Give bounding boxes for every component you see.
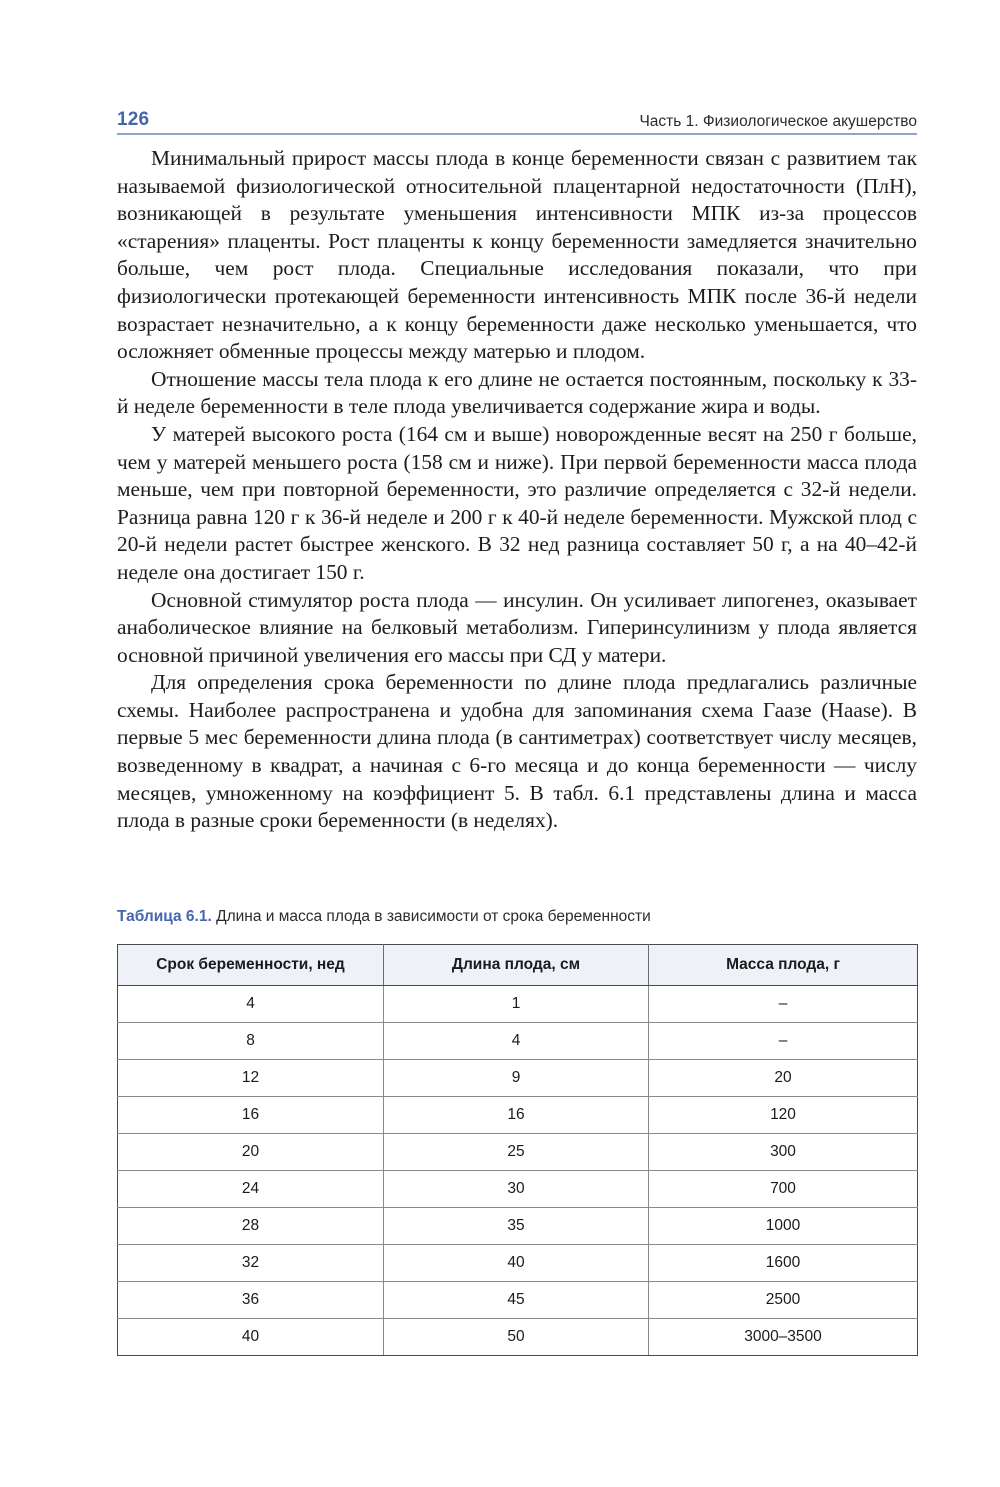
table-cell: 2500 [649, 1282, 918, 1319]
table-cell: 32 [118, 1245, 384, 1282]
running-header [117, 95, 917, 129]
table-row [118, 986, 918, 1023]
body-paragraph: Основной стимулятор роста плода — инсулин. Он усиливает липогенез, оказывает анаболическое влияние на белковый метаболизм. Гиперинсулинизм у плода является основной причиной увеличения его массы при СД у матери. [117, 587, 917, 667]
table-row [118, 1060, 918, 1097]
table-cell: 20 [649, 1060, 918, 1097]
table-cell: 8 [118, 1023, 384, 1060]
table-cell: – [649, 1023, 918, 1060]
table-cell: 30 [384, 1171, 649, 1208]
table-cell: 300 [649, 1134, 918, 1171]
table-column-header: Масса плода, г [649, 945, 918, 986]
header-divider-rule [117, 133, 917, 135]
table-cell: 50 [384, 1319, 649, 1356]
table-cell: 16 [384, 1097, 649, 1134]
fetal-length-weight-table [117, 944, 918, 1356]
table-cell: 3000–3500 [649, 1319, 918, 1356]
table-column-header: Длина плода, см [384, 945, 649, 986]
table-cell: 35 [384, 1208, 649, 1245]
body-paragraph: Для определения срока беременности по длине плода предлагались различные схемы. Наиболее распространена и удобна для запоминания схема Гаазе (Haase). В первые 5 мес беременности длина плода (в сантиметрах) соответствует числу месяцев, возведенному в квадрат, а начиная с 6-го месяца и до конца беременности — числу месяцев, умноженному на коэффициент 5. В табл. 6.1 представлены длина и масса плода в разные сроки беременности (в неделях). [117, 670, 917, 833]
table-column-header: Срок беременности, нед [118, 945, 384, 986]
table-row [118, 1171, 918, 1208]
table-cell: 9 [384, 1060, 649, 1097]
table-cell: 40 [384, 1245, 649, 1282]
table-cell: 36 [118, 1282, 384, 1319]
table-cell: 4 [118, 986, 384, 1023]
table-cell: 120 [649, 1097, 918, 1134]
table-cell: 700 [649, 1171, 918, 1208]
table-cell: 20 [118, 1134, 384, 1171]
table-row [118, 1282, 918, 1319]
table-cell: 4 [384, 1023, 649, 1060]
table-row [118, 1208, 918, 1245]
table-row [118, 1245, 918, 1282]
table-caption-text: Длина и масса плода в зависимости от срока беременности [211, 908, 651, 925]
table-body [118, 986, 918, 1356]
table-cell: 45 [384, 1282, 649, 1319]
table-caption [117, 907, 917, 927]
table-caption-label: Таблица 6.1. [117, 908, 212, 925]
table-cell: 16 [118, 1097, 384, 1134]
body-paragraph: Минимальный прирост массы плода в конце беременности связан с развитием так называемой физиологической относительной плацентарной недостаточности (ПлН), возникающей в результате уменьшения интенсивности МПК из-за процессов «старения» плаценты. Рост плаценты к концу беременности замедляется значительно больше, чем рост плода. Специальные исследования показали, что при физиологически протекающей беременности интенсивность МПК после 36-й недели возрастает незначительно, а к концу беременности даже несколько уменьшается, что осложняет обменные процессы между матерью и плодом. [117, 146, 917, 364]
table-cell: 25 [384, 1134, 649, 1171]
table-cell: 28 [118, 1208, 384, 1245]
table-row [118, 1023, 918, 1060]
table-cell: 1 [384, 986, 649, 1023]
table-cell: – [649, 986, 918, 1023]
body-text-column [117, 145, 917, 835]
body-paragraph: Отношение массы тела плода к его длине не остается постоянным, поскольку к 33-й неделе беременности в теле плода увеличивается содержание жира и воды. [117, 366, 917, 419]
body-paragraph: У матерей высокого роста (164 см и выше) новорожденные весят на 250 г больше, чем у матерей меньшего роста (158 см и ниже). При первой беременности масса плода меньше, чем при повторной беременности, это различие определяется с 32-й недели. Разница равна 120 г к 36-й неделе и 200 г к 40-й неделе беременности. Мужской плод с 20-й недели растет быстрее женского. В 32 нед разница составляет 50 г, а на 40–42-й неделе она достигает 150 г. [117, 421, 917, 584]
table-cell: 12 [118, 1060, 384, 1097]
page-number: 126 [117, 109, 150, 130]
table-cell: 1600 [649, 1245, 918, 1282]
table-cell: 24 [118, 1171, 384, 1208]
running-head-title: Часть 1. Физиологическое акушерство [639, 112, 917, 130]
table-row [118, 1134, 918, 1171]
table-row [118, 1319, 918, 1356]
table-header-row [118, 945, 918, 986]
table-cell: 1000 [649, 1208, 918, 1245]
table-row [118, 1097, 918, 1134]
table-cell: 40 [118, 1319, 384, 1356]
